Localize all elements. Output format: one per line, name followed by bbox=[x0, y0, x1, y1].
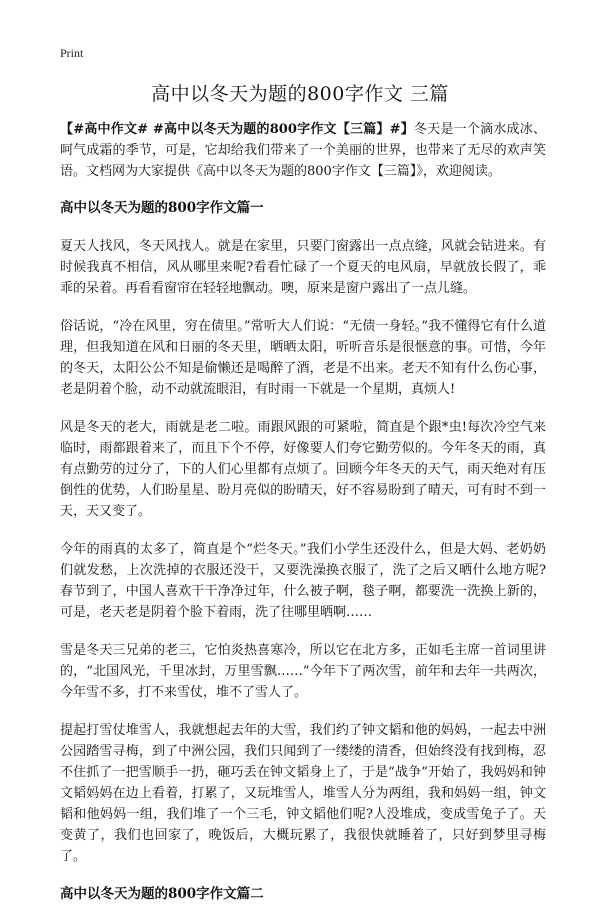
article-paragraph-3: 风是冬天的老大，雨就是老二啦。雨跟风跟的可紧啦，简直是个跟*虫!每次冷空气来临时，雨都跟着来了，而且下个不停，好像要人们夸它勤劳似的。今年冬天的雨，真有点勤劳的过分了，下的人们心里都有点烦了。回顾今年冬天的天气，雨天绝对有压倒性的优势，人们盼星星、盼月亮似的盼晴天，好不容易盼到了晴天，可有时不到一天，天又变了。 bbox=[60, 420, 546, 519]
intro-text: 冬天是一个滴水成冰、呵气成霜的季节，可是，它却给我们带来了一个美丽的世界，也带来了无尽的欢声笑语。文档网为大家提供《高中以冬天为题的800字作文【三篇】》，欢迎阅读。 bbox=[60, 122, 546, 179]
article-paragraph-2: 俗话说，“冷在风里，穷在债里。”常听大人们说：“无债一身轻。”我不懂得它有什么道理，但我知道在风和日丽的冬天里，晒晒太阳，听听音乐是很惬意的事。可惜，今年的冬天，太阳公公不知是偷懒还是喝醉了酒，老是不出来。老天不知有什么伤心事，老是阴着个脸，动不动就流眼泪，有时雨一下就是一个星期，真烦人! bbox=[60, 319, 546, 397]
page-title: 高中以冬天为题的800字作文 三篇 bbox=[151, 83, 449, 105]
print-link[interactable]: Print bbox=[60, 46, 84, 60]
article-paragraph-1: 夏天人找风，冬天风找人。就是在家里，只要门窗露出一点点缝，风就会钻进来。有时候我真不相信，风从哪里来呢?看看忙碌了一个夏天的电风扇，早就放长假了，乖乖的呆着。再看看窗帘在轻轻地飘动。噢，原来是窗户露出了一点儿缝。 bbox=[60, 239, 546, 296]
article-paragraph-5: 雪是冬天三兄弟的老三，它怕炎热喜寒冷，所以它在北方多，正如毛主席一首词里讲的，“北国风光，千里冰封，万里雪飘……”今年下了两次雪，前年和去年一共两次，今年雪不多，打不来雪仗，堆不了雪人了。 bbox=[60, 643, 546, 700]
intro-paragraph bbox=[60, 119, 546, 182]
article-paragraph-6: 提起打雪仗堆雪人，我就想起去年的大雪，我们约了钟文韬和他的妈妈，一起去中洲公园踏雪寻梅，到了中洲公园，我们只闻到了一缕缕的清香，但始终没有找到梅，忍不住抓了一把雪顺手一扔，砸巧丢在钟文韬身上了，于是“战争”开始了，我妈妈和钟文韬妈妈在边上看着，打累了，又玩堆雪人，堆雪人分为两组，我和妈妈一组，钟文韬和他妈妈一组，我们堆了一个三毛，钟文韬他们呢?人没堆成，变成雪兔子了。天变黄了，我们也回家了，晚饭后，大概玩累了，我很快就睡着了，只好到梦里寻梅了。 bbox=[60, 723, 546, 864]
intro-tags: 【#高中作文# #高中以冬天为题的800字作文【三篇】#】 bbox=[60, 122, 414, 137]
article-body bbox=[60, 119, 546, 922]
section-heading-1: 高中以冬天为题的800字作文篇一 bbox=[60, 200, 264, 216]
article-paragraph-4: 今年的雨真的太多了，简直是个“烂冬天。”我们小学生还没什么，但是大妈、老奶奶们就发愁，上次洗掉的衣服还没干，又要洗澡换衣服了，洗了之后又晒什么地方呢?春节到了，中国人喜欢干干净净过年，什么被子啊，毯子啊，都要洗一洗换上新的，可是，老天老是阴着个脸下着雨，洗了往哪里晒啊…… bbox=[60, 542, 546, 620]
section-heading-2: 高中以冬天为题的800字作文篇二 bbox=[60, 886, 264, 902]
